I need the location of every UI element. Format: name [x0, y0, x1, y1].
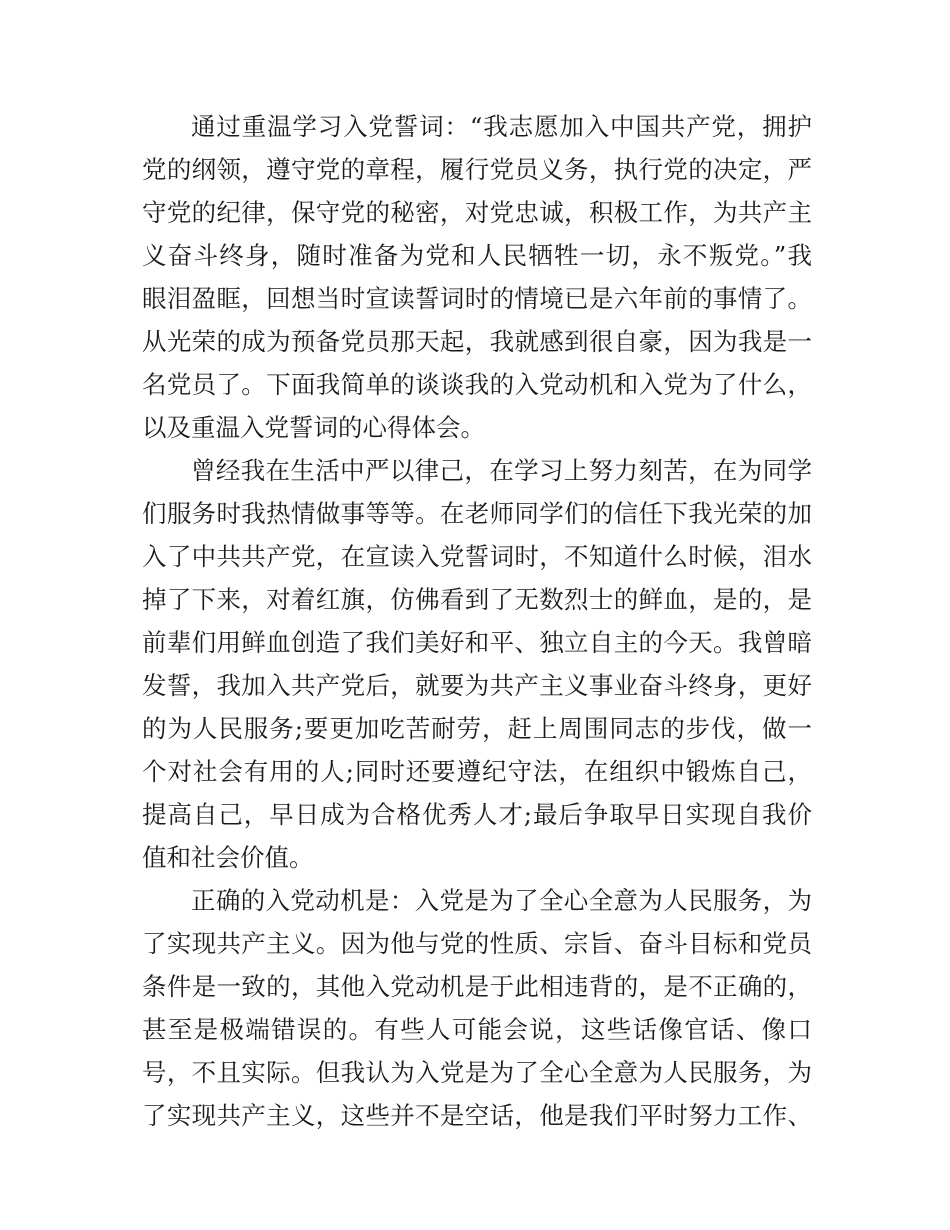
- document-body: [142, 105, 812, 1137]
- text-line: 的为人民服务;要更加吃苦耐劳，赶上周围同志的步伐，做一: [142, 714, 812, 743]
- text-line: 曾经我在生活中严以律己，在学习上努力刻苦，在为同学: [191, 456, 812, 485]
- paragraph-2: [142, 449, 812, 879]
- text-line: 义奋斗终身，随时准备为党和人民牺牲一切，永不叛党。”我: [142, 241, 812, 270]
- text-line: 们服务时我热情做事等等。在老师同学们的信任下我光荣的加: [142, 499, 812, 528]
- text-line: 条件是一致的，其他入党动机是于此相违背的，是不正确的，: [142, 972, 812, 1001]
- text-line: 入了中共共产党，在宣读入党誓词时，不知道什么时候，泪水: [142, 542, 812, 571]
- text-line: 甚至是极端错误的。有些人可能会说，这些话像官话、像口: [142, 1015, 812, 1044]
- text-line: 从光荣的成为预备党员那天起，我就感到很自豪，因为我是一: [142, 327, 812, 356]
- text-line: 值和社会价值。: [142, 843, 314, 872]
- text-line: 提高自己，早日成为合格优秀人才;最后争取早日实现自我价: [142, 800, 812, 829]
- text-line: 名党员了。下面我简单的谈谈我的入党动机和入党为了什么，: [142, 370, 812, 399]
- text-line: 守党的纪律，保守党的秘密，对党忠诚，积极工作，为共产主: [142, 198, 812, 227]
- paragraph-1: [142, 105, 812, 449]
- text-line: 了实现共产主义。因为他与党的性质、宗旨、奋斗目标和党员: [142, 929, 812, 958]
- text-line: 党的纲领，遵守党的章程，履行党员义务，执行党的决定，严: [142, 155, 812, 184]
- text-line: 发誓，我加入共产党后，就要为共产主义事业奋斗终身，更好: [142, 671, 812, 700]
- text-line: 正确的入党动机是：入党是为了全心全意为人民服务，为: [191, 886, 812, 915]
- text-line: 通过重温学习入党誓词：“我志愿加入中国共产党，拥护: [191, 112, 812, 141]
- text-line: 前辈们用鲜血创造了我们美好和平、独立自主的今天。我曾暗: [142, 628, 812, 657]
- paragraph-3: [142, 879, 812, 1137]
- text-line: 了实现共产主义，这些并不是空话，他是我们平时努力工作、: [142, 1101, 812, 1130]
- text-line: 个对社会有用的人;同时还要遵纪守法，在组织中锻炼自己，: [142, 757, 812, 786]
- text-line: 以及重温入党誓词的心得体会。: [142, 413, 485, 442]
- text-line: 眼泪盈眶，回想当时宣读誓词时的情境已是六年前的事情了。: [142, 284, 812, 313]
- text-line: 掉了下来，对着红旗，仿佛看到了无数烈士的鲜血，是的，是: [142, 585, 812, 614]
- text-line: 号，不且实际。但我认为入党是为了全心全意为人民服务，为: [142, 1058, 812, 1087]
